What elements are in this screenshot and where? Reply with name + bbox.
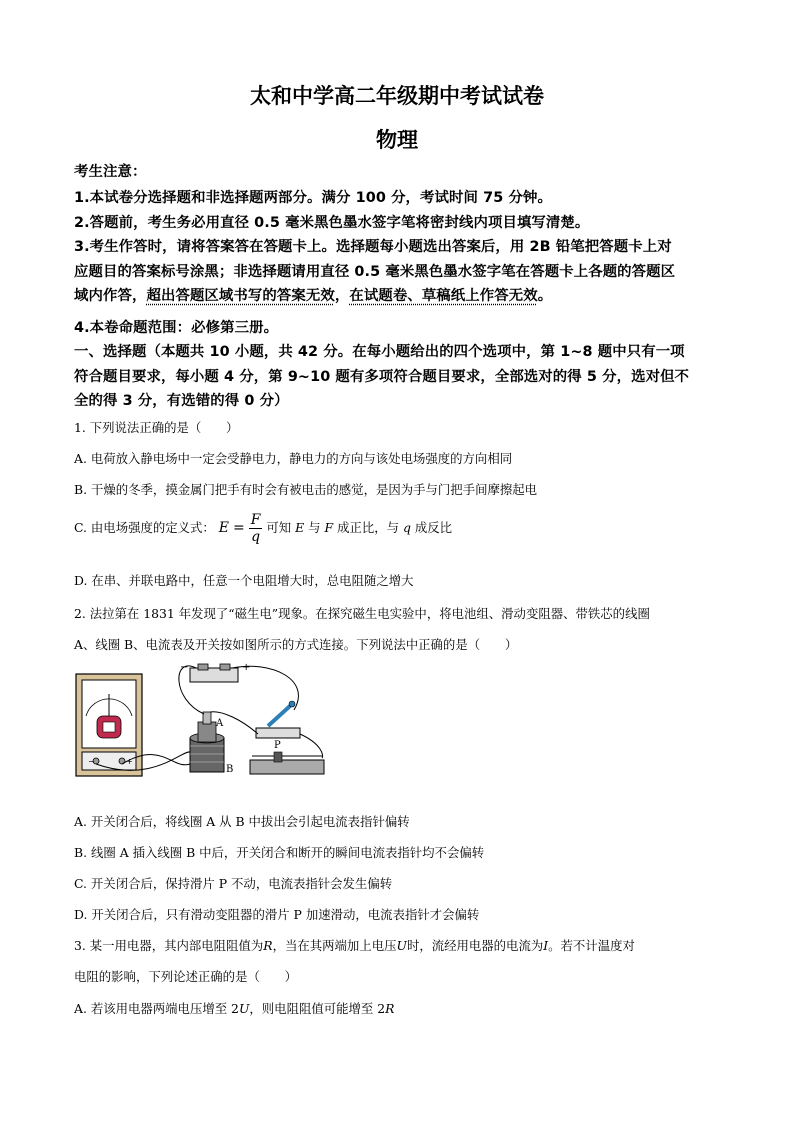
question-1-option-c — [74, 512, 724, 545]
formula-denominator: q — [251, 529, 261, 545]
var-u: U — [238, 1001, 250, 1016]
stem-text: 3. 某一用电器，其内部电阻阻值为 — [74, 938, 264, 953]
notice-item-1: 1.本试卷分选择题和非选择题两部分。满分 100 分，考试时间 75 分钟。 — [74, 190, 552, 206]
coil-a-label: A — [216, 718, 224, 729]
option-text: 与 — [308, 520, 321, 535]
section-1-line-3: 全的得 3 分，有选错的得 0 分） — [74, 393, 289, 409]
question-3-stem-line-2: 电阻的影响，下列论述正确的是（ ） — [74, 969, 298, 984]
var-i: I — [543, 938, 549, 953]
coil-b-label: B — [226, 764, 234, 775]
question-2-stem-line-1: 2. 法拉第在 1831 年发现了“磁生电”现象。在探究磁生电实验中，将电池组、滑动变阻器、带铁芯的线圈 — [74, 606, 650, 621]
var-r: R — [385, 1001, 395, 1016]
emphasis-text: 超出答题区域书写的答案无效 — [146, 288, 335, 304]
question-2-stem-line-2: A、线圈 B、电流表及开关按如图所示的方式连接。下列说法中正确的是（ ） — [74, 637, 518, 652]
exam-title: 太和中学高二年级期中考试试卷 — [250, 84, 544, 108]
notice-item-4: 4.本卷命题范围：必修第三册。 — [74, 320, 279, 336]
section-1-line-2: 符合题目要求，每小题 4 分，第 9~10 题有多项符合题目要求，全部选对的得 5 分，选对但不 — [74, 369, 690, 385]
option-text: 可知 — [266, 520, 292, 535]
notice-item-3-line-3 — [74, 284, 724, 305]
notice-text: 域内作答， — [74, 288, 147, 304]
notice-heading: 考生注意： — [74, 164, 147, 180]
option-text: 成反比 — [414, 520, 453, 535]
question-2-option-a: A. 开关闭合后，将线圈 A 从 B 中拔出会引起电流表指针偏转 — [74, 814, 410, 829]
rheostat — [250, 740, 324, 774]
formula-fraction — [249, 512, 263, 545]
notice-text: 。 — [537, 288, 553, 304]
formula-equals: = — [232, 520, 245, 536]
question-1-option-a: A. 电荷放入静电场中一定会受静电力，静电力的方向与该处电场强度的方向相同 — [74, 451, 513, 466]
stem-text: ，当在其两端加上电压 — [272, 938, 397, 953]
coils — [190, 712, 233, 775]
notice-item-3-line-2: 应题目的答案标号涂黑；非选择题请用直径 0.5 毫米黑色墨水签字笔在答题卡上各题的答题区 — [74, 264, 676, 280]
stem-text: 。若不计温度对 — [548, 938, 635, 953]
var-f: F — [324, 520, 334, 535]
question-2-option-b: B. 线圈 A 插入线圈 B 中后，开关闭合和断开的瞬间电流表指针均不会偏转 — [74, 845, 485, 860]
subject-title: 物理 — [376, 128, 418, 152]
option-text: A. 若该用电器两端电压增至 2 — [74, 1001, 239, 1016]
notice-item-2: 2.答题前，考生务必用直径 0.5 毫米黑色墨水签字笔将密封线内项目填写清楚。 — [74, 215, 590, 231]
question-3-option-a — [74, 999, 724, 1017]
var-u: U — [396, 938, 407, 953]
notice-item-3-line-1: 3.考生作答时，请将答案答在答题卡上。选择题每小题选出答案后，用 2B 铅笔把答题卡上对 — [74, 239, 672, 255]
var-q: q — [402, 520, 411, 535]
question-1-stem: 1. 下列说法正确的是（ ） — [74, 420, 239, 435]
formula-lhs: E — [218, 520, 230, 536]
meter-plus-label: + — [126, 757, 133, 766]
question-2-option-d: D. 开关闭合后，只有滑动变阻器的滑片 P 加速滑动，电流表指针才会偏转 — [74, 907, 480, 922]
question-1-option-d: D. 在串、并联电路中，任意一个电阻增大时，总电阻随之增大 — [74, 573, 414, 588]
switch — [256, 701, 300, 738]
emphasis-text: 在试题卷、草稿纸上作答无效 — [349, 288, 538, 304]
meter-minus-label: − — [88, 757, 95, 766]
galvanometer — [76, 674, 142, 776]
slider-p-label: P — [274, 740, 281, 751]
option-text: ，则电阻阻值可能增至 2 — [249, 1001, 386, 1016]
notice-text: ， — [334, 288, 350, 304]
battery-plus-label: + — [242, 662, 251, 673]
var-e: E — [295, 520, 305, 535]
formula-numerator: F — [250, 512, 261, 528]
var-r: R — [263, 938, 273, 953]
battery-minus-label: − — [180, 662, 189, 673]
question-3-stem-line-1 — [74, 936, 724, 954]
question-2-option-c: C. 开关闭合后，保持滑片 P 不动，电流表指针会发生偏转 — [74, 876, 393, 891]
question-1-option-b: B. 干燥的冬季，摸金属门把手有时会有被电击的感觉，是因为手与门把手间摩擦起电 — [74, 482, 538, 497]
section-1-line-1: 一、选择题（本题共 10 小题，共 42 分。在每小题给出的四个选项中，第 1~8 题中只有一项 — [74, 344, 685, 360]
battery — [180, 662, 250, 682]
option-text: 成正比，与 — [337, 520, 400, 535]
experiment-figure — [72, 660, 332, 785]
option-text: C. 由电场强度的定义式： — [74, 520, 215, 535]
stem-text: 时，流经用电器的电流为 — [406, 938, 544, 953]
